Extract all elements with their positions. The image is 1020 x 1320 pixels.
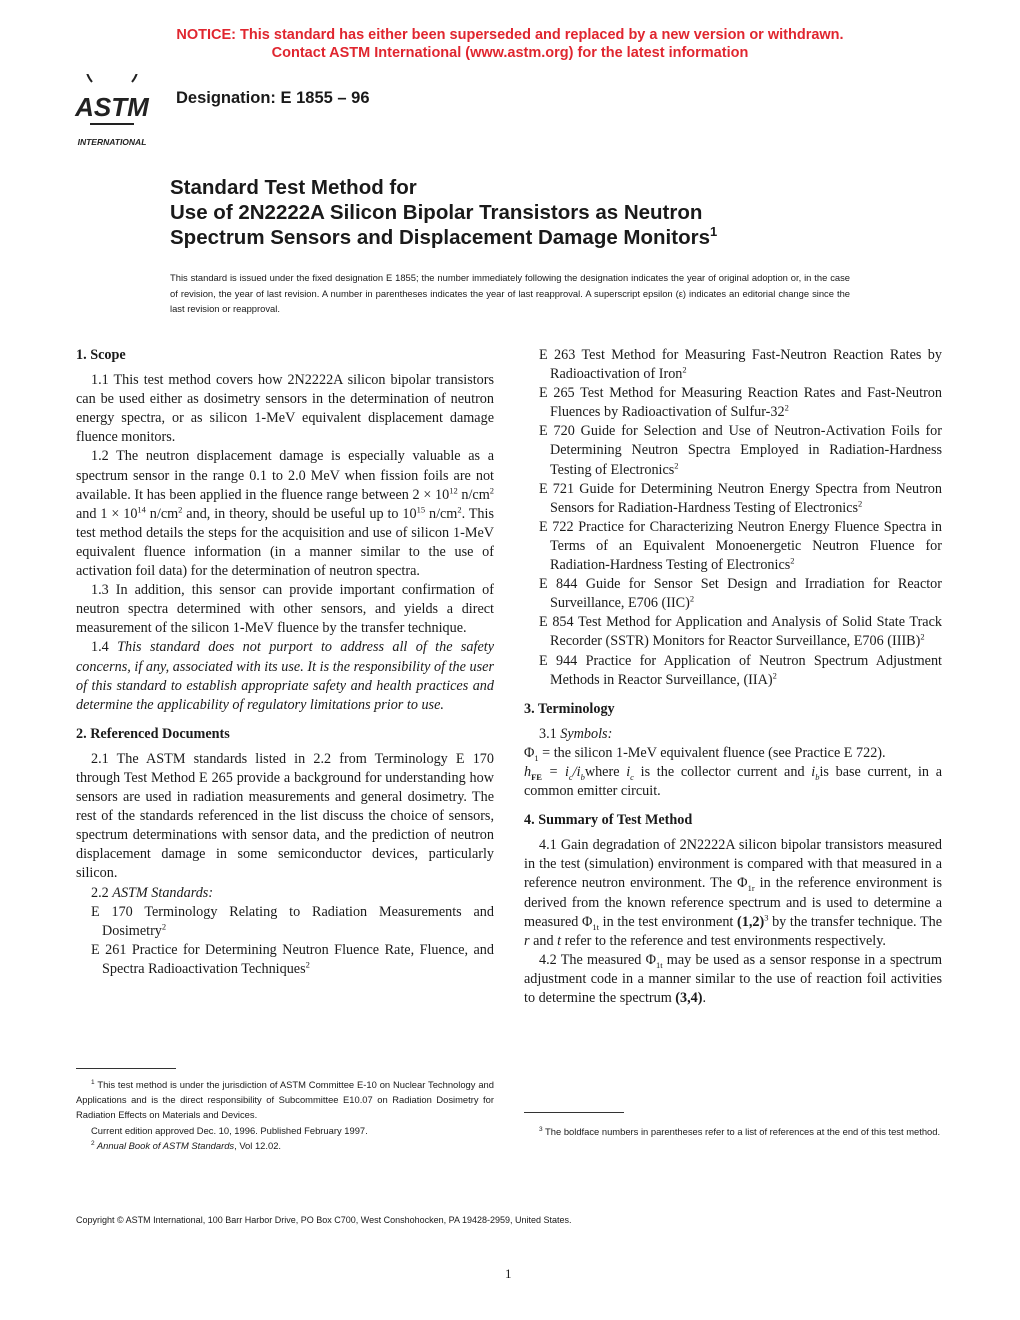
- terminology-3-1-text: Symbols:: [560, 725, 613, 742]
- scope-1-4-text: This standard does not purport to address all of the safety concerns, if any, associated with its use. It is the responsibility of the user of this standard to establish appropriate safety and health practices and determine the applicability of regulatory limitations prior to use.: [76, 639, 494, 713]
- summary-4-1-b: in the reference environment is derived from the known reference spectrum and is used to determine a measured Φ: [524, 875, 942, 930]
- reference-mark: 2: [689, 593, 695, 604]
- page-number: 1: [505, 1266, 512, 1281]
- left-column: [76, 346, 494, 979]
- summary-footnote-mark: 3: [764, 911, 769, 922]
- copyright: Copyright © ASTM International, 100 Barr Harbor Drive, PO Box C700, West Conshohocken, PA 19428-2959, United States.: [76, 1215, 572, 1225]
- footnote-3: [524, 1124, 942, 1139]
- reference-item: [76, 941, 494, 979]
- reference-item: [524, 346, 942, 384]
- reference-mark: 2: [784, 402, 789, 413]
- logo-subtext: INTERNATIONAL: [77, 137, 147, 147]
- section-heading-scope: 1. Scope: [76, 347, 126, 363]
- section-heading-terminology: 3. Terminology: [524, 700, 615, 717]
- reference-mark: 2: [790, 555, 795, 566]
- title-footnote-mark: 1: [709, 224, 718, 240]
- exp-15: 15: [416, 504, 426, 515]
- hfe-def-1: where: [584, 763, 627, 780]
- hfe-ib: b: [815, 771, 820, 782]
- summary-4-1-d: by the transfer technique. The: [768, 913, 942, 930]
- title-line-2: Use of 2N2222A Silicon Bipolar Transistors as Neutron: [170, 201, 703, 224]
- reference-mark: 2: [682, 364, 687, 375]
- summary-ref-3-4: (3,4): [675, 990, 703, 1006]
- footnotes-left: [76, 1077, 494, 1153]
- phi-sub: 1: [534, 752, 539, 763]
- summary-4-1-e: and: [529, 932, 558, 949]
- footnote-1b: Current edition approved Dec. 10, 1996. Published February 1997.: [91, 1124, 368, 1136]
- title-line-1: Standard Test Method for: [170, 176, 417, 199]
- summary-4-2-sub: 1t: [655, 959, 663, 970]
- issued-note: This standard is issued under the fixed designation E 1855; the number immediately following the designation indicates the year of original adoption or, in the case of revision, the year of last revision. A number in parentheses indicates the year of last reapproval. A superscript epsilon (ε) indicates an editorial change since the last revision or reapproval.: [170, 272, 850, 314]
- summary-4-2-c: .: [702, 990, 707, 1006]
- right-column: [524, 346, 942, 1008]
- reference-text: E 721 Guide for Determining Neutron Energy Spectra from Neutron Sensors for Radiation-Hardness Testing of Electronics: [539, 480, 942, 516]
- terminology-3-1-num: 3.1: [539, 725, 561, 742]
- footnote-2: [76, 1138, 494, 1153]
- footnote-1-mark: 1: [91, 1078, 95, 1086]
- scope-1-2-c: and 1 × 10: [76, 505, 138, 522]
- footnote-1: [76, 1077, 494, 1123]
- footnotes-right: [524, 1124, 942, 1139]
- refdocs-2-1: 2.1 The ASTM standards listed in 2.2 from Terminology E 170 through Test Method E 265 provide a background for understanding how sensors are used in radiation measurements and general dosimetry. The rest of the standards referenced in the list discuss the choice of sensors, spectrum determinations with sensor data, and the prediction of neutron displacement damage in some semiconductor devices, particularly silicon.: [76, 750, 494, 882]
- refdocs-2-2-text: ASTM Standards:: [112, 884, 214, 901]
- hfe-h: h: [524, 763, 532, 780]
- refdocs-2-2-num: 2.2: [91, 884, 113, 901]
- reference-text: E 844 Guide for Sensor Set Design and Irradiation for Reactor Surveillance, E706 (IIC): [539, 576, 942, 612]
- sq-3: 2: [457, 504, 462, 515]
- hfe-ic: c: [630, 771, 634, 782]
- hfe-slash: /i: [572, 763, 581, 780]
- symbol-phi1: [524, 744, 942, 763]
- reference-mark: 2: [161, 920, 167, 931]
- footnote-2-title: Annual Book of ASTM Standards: [94, 1139, 235, 1151]
- scope-1-2-b: n/cm: [457, 486, 490, 503]
- document-title: [170, 175, 930, 250]
- reference-item: [524, 422, 942, 479]
- reference-mark: 2: [858, 498, 863, 509]
- scope-1-2-g: . This test method details the steps for the acquisition and use of silicon 1-MeV equivalent fluence information (in a manner similar to the use of activation foil data) for the determination of neutron spectra.: [76, 505, 494, 580]
- sq-2: 2: [178, 504, 183, 515]
- supersession-notice: [0, 26, 1020, 62]
- hfe-i2: i: [811, 763, 816, 780]
- footnote-rule-right: [524, 1112, 624, 1113]
- scope-1-4-num: 1.4: [91, 639, 118, 656]
- reference-mark: 2: [305, 959, 310, 970]
- reference-item: [524, 575, 942, 613]
- scope-1-3: 1.3 In addition, this sensor can provide important confirmation of neutron spectra determined with other sensors, and yields a direct measurement of the silicon 1-MeV fluence by the transfer technique.: [76, 582, 494, 637]
- summary-4-2: [524, 951, 942, 1008]
- designation: Designation: E 1855 – 96: [176, 89, 370, 107]
- scope-1-2-e: and, in theory, should be useful up to 10: [182, 505, 417, 522]
- title-line-3-text: Spectrum Sensors and Displacement Damage Monitors: [170, 226, 710, 249]
- reference-text: E 170 Terminology Relating to Radiation Measurements and Dosimetry: [91, 903, 494, 939]
- reference-item: [524, 613, 942, 651]
- section-heading-referenced-documents: 2. Referenced Documents: [76, 725, 230, 742]
- hfe-def-2: is the collector current and: [633, 763, 812, 780]
- summary-4-1-a: 4.1 Gain degradation of 2N2222A silicon bipolar transistors measured in the test (simulation) environment is compared with that measured in a reference neutron environment. The Φ: [524, 837, 942, 892]
- summary-r: r: [524, 932, 530, 949]
- reference-text: E 263 Test Method for Measuring Fast-Neutron Reaction Rates by Radioactivation of Iron: [539, 347, 942, 383]
- reference-item: [524, 652, 942, 690]
- hfe-c: c: [568, 771, 573, 782]
- reference-item: [524, 384, 942, 422]
- reference-item: [524, 518, 942, 575]
- summary-sub-1r: 1r: [747, 883, 755, 894]
- scope-1-4: [76, 638, 494, 714]
- summary-sub-1t: 1t: [592, 921, 599, 932]
- refdocs-2-2: [76, 884, 494, 903]
- scope-1-1: 1.1 This test method covers how 2N2222A silicon bipolar transistors can be used either as dosimetry sensors in the determination of neutron energy spectra, or as silicon 1-MeV equivalent displacement damage fluence monitors.: [76, 372, 494, 446]
- reference-text: E 261 Practice for Determining Neutron Fluence Rate, Fluence, and Spectra Radioactivation Techniques: [91, 941, 494, 977]
- scope-1-2-a: 1.2 The neutron displacement damage is especially valuable as a spectrum sensor in the range 0.1 to 2.0 MeV when fission foils are not available. It has been applied in the fluence range between 2 × 10: [76, 448, 494, 503]
- notice-line-1: NOTICE: This standard has either been superseded and replaced by a new version or withdrawn.: [176, 27, 844, 43]
- footnote-3-text: The boldface numbers in parentheses refer to a list of references at the end of this test method.: [542, 1126, 941, 1137]
- section-heading-summary: 4. Summary of Test Method: [524, 812, 693, 829]
- summary-4-1-f: refer to the reference and test environments respectively.: [561, 932, 886, 949]
- hfe-eq: = i: [541, 763, 569, 780]
- reference-mark: 2: [674, 459, 679, 470]
- notice-line-2: Contact ASTM International (www.astm.org) for the latest information: [271, 45, 749, 61]
- exp-14: 14: [137, 504, 146, 515]
- reference-item: [76, 903, 494, 941]
- scope-1-2: [76, 447, 494, 581]
- summary-ref-1-2: (1,2): [737, 913, 765, 930]
- reference-text: E 265 Test Method for Measuring Reaction Rates and Fast-Neutron Fluences by Radioactivation of Sulfur-32: [539, 385, 942, 421]
- summary-4-1-c: in the test environment: [599, 913, 737, 930]
- reference-item: [524, 480, 942, 518]
- hfe-sub: FE: [531, 771, 542, 782]
- logo-text: ASTM: [75, 92, 149, 122]
- hfe-def-3: is base current, in a common emitter circuit.: [524, 763, 942, 800]
- hfe-i: i: [626, 763, 631, 780]
- footnote-3-mark: 3: [539, 1125, 543, 1133]
- hfe-b: b: [580, 771, 585, 782]
- reference-text: E 722 Practice for Characterizing Neutron Energy Fluence Spectra in Terms of an Equivalent Monoenergetic Neutron Fluence for Radiation-Hardness Testing of Electronics: [539, 518, 942, 574]
- summary-4-2-b: may be used as a sensor response in a spectrum adjustment code in a manner similar to the use of reaction foil activities to determine the spectrum: [524, 951, 943, 1006]
- summary-t: t: [557, 932, 562, 949]
- sq-1: 2: [489, 484, 494, 495]
- footnote-1-text: This test method is under the jurisdiction of ASTM Committee E-10 on Nuclear Technology and Applications and is the direct responsibility of Subcommittee E10.07 on Radiation Dosimetry for Radiation Effects on Materials and Devices.: [76, 1079, 494, 1121]
- title-line-3: [170, 225, 930, 250]
- scope-1-2-f: n/cm: [425, 505, 458, 522]
- summary-4-2-a: 4.2 The measured Φ: [539, 951, 656, 968]
- summary-4-1: [524, 836, 942, 951]
- scope-1-2-d: n/cm: [145, 505, 179, 522]
- terminology-3-1: [524, 725, 942, 744]
- footnote-2-mark: 2: [91, 1139, 95, 1147]
- astm-logo: [62, 74, 162, 148]
- phi-definition: = the silicon 1-MeV equivalent fluence (see Practice E 722).: [538, 744, 886, 761]
- reference-text: E 854 Test Method for Application and Analysis of Solid State Track Recorder (SSTR) Monitors for Reactor Surveillance, E706 (IIIB): [539, 614, 942, 650]
- exp-12: 12: [449, 484, 458, 495]
- phi-symbol: Φ: [524, 744, 535, 761]
- symbol-hfe: [524, 763, 942, 801]
- reference-mark: 2: [920, 631, 925, 642]
- reference-text: E 944 Practice for Application of Neutron Spectrum Adjustment Methods in Reactor Surveillance, (IIA): [539, 652, 942, 688]
- footnote-rule-left: [76, 1068, 176, 1069]
- footnote-2-text: , Vol 12.02.: [234, 1139, 282, 1151]
- reference-text: E 720 Guide for Selection and Use of Neutron-Activation Foils for Determining Neutron Spectra Employed in Radiation-Hardness Testing of Electronics: [539, 423, 942, 478]
- reference-mark: 2: [772, 669, 777, 680]
